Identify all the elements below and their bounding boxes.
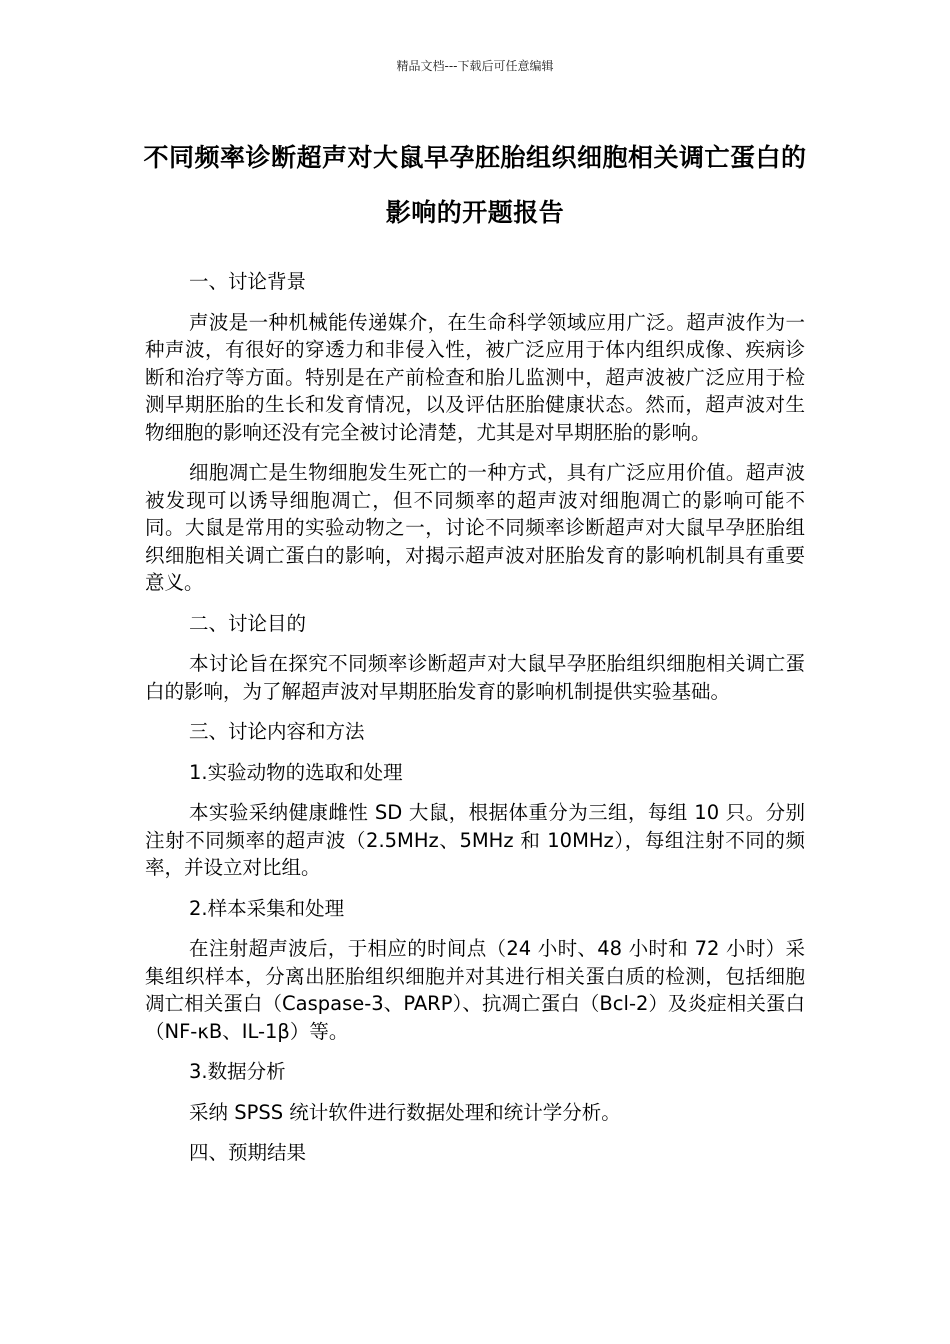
section-heading-background: 一、讨论背景 [189, 270, 307, 293]
paragraph-animals: 本实验采纳健康雌性 SD 大鼠，根据体重分为三组，每组 10 只。分别注射不同频率的超声波（2.5MHz、5MHz 和 10MHz），每组注射不同的频率，并设立对比组。 [145, 801, 805, 879]
paragraph-apoptosis: 细胞凋亡是生物细胞发生死亡的一种方式，具有广泛应用价值。超声波被发现可以诱导细胞凋亡，但不同频率的超声波对细胞凋亡的影响可能不同。大鼠是常用的实验动物之一，讨论不同频率诊断超声对大鼠早孕胚胎组织细胞相关调亡蛋白的影响，对揭示超声波对胚胎发育的影响机制具有重要意义。 [145, 461, 805, 594]
section-heading-purpose: 二、讨论目的 [189, 611, 307, 635]
paragraph-ultrasound-intro: 声波是一种机械能传递媒介，在生命科学领域应用广泛。超声波作为一种声波，有很好的穿透力和非侵入性，被广泛应用于体内组织成像、疾病诊断和治疗等方面。特别是在产前检查和胎儿监测中，超声波被广泛应用于检测早期胚胎的生长和发育情况，以及评估胚胎健康状态。然而，超声波对生物细胞的影响还没有完全被讨论清楚，尤其是对早期胚胎的影响。 [145, 310, 805, 444]
header-note: 精品文档---下载后可任意编辑 [396, 59, 554, 73]
document-body [145, 268, 805, 1180]
section-heading-methods: 三、讨论内容和方法 [189, 720, 365, 743]
subheading-sampling: 2.样本采集和处理 [189, 896, 345, 920]
subheading-animals: 1.实验动物的选取和处理 [189, 760, 403, 784]
subheading-analysis: 3.数据分析 [189, 1060, 286, 1083]
paragraph-purpose: 本讨论旨在探究不同频率诊断超声对大鼠早孕胚胎组织细胞相关调亡蛋白的影响，为了解超声波对早期胚胎发育的影响机制提供实验基础。 [145, 652, 805, 703]
paragraph-analysis: 采纳 SPSS 统计软件进行数据处理和统计学分析。 [189, 1100, 621, 1124]
paragraph-sampling: 在注射超声波后，于相应的时间点（24 小时、48 小时和 72 小时）采集组织样本，分离出胚胎组织细胞并对其进行相关蛋白质的检测，包括细胞凋亡相关蛋白（Caspase-3、PARP）、抗凋亡蛋白（Bcl-2）及炎症相关蛋白（NF-κB、IL-1β）等。 [145, 937, 805, 1043]
section-heading-expected-results: 四、预期结果 [189, 1141, 307, 1164]
document-title: 不同频率诊断超声对大鼠早孕胚胎组织细胞相关调亡蛋白的影响的开题报告 [143, 143, 807, 227]
